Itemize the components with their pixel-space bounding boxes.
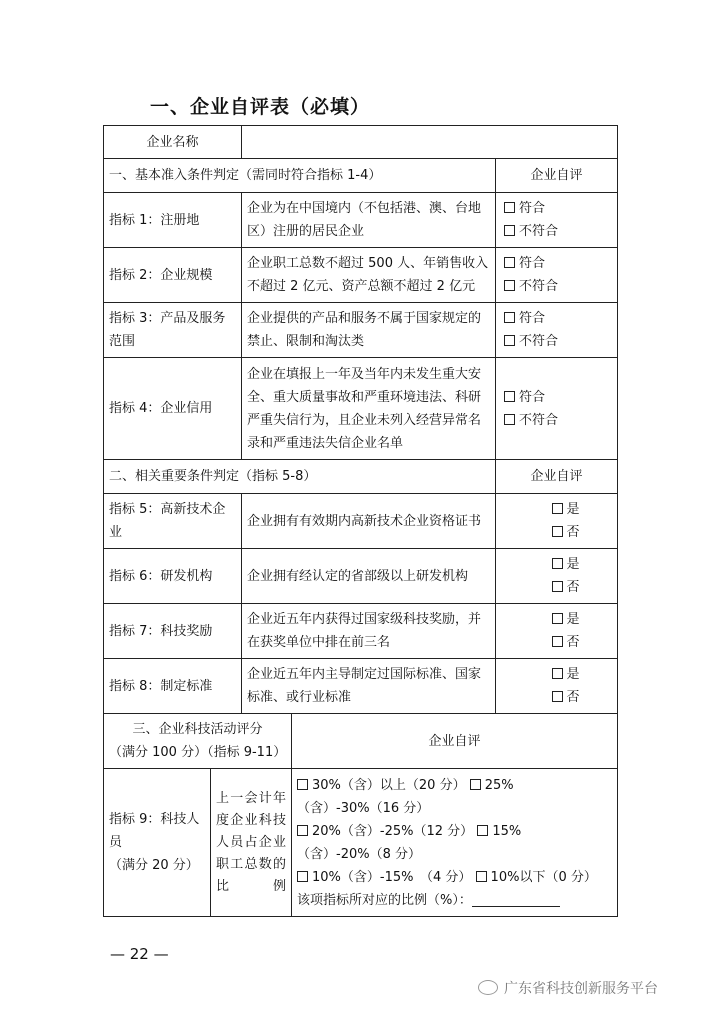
indicator-7-options [496, 604, 618, 659]
indicator-6-name: 指标 6：研发机构 [104, 549, 242, 604]
indicator-4-option-no[interactable]: 不符合 [504, 409, 612, 432]
indicator-8-name: 指标 8：制定标准 [104, 659, 242, 714]
section3-heading-line1: 三、企业科技活动评分 [132, 722, 263, 737]
indicator-1-option-yes[interactable]: 符合 [504, 197, 612, 220]
indicator-4-row [104, 358, 618, 460]
page-number: — 22 — [110, 945, 169, 963]
option-30-plus[interactable]: 30%（含）以上（20 分） [297, 778, 466, 793]
company-name-label: 企业名称 [104, 126, 242, 159]
indicator-8-desc: 企业近五年内主导制定过国际标准、国家标准、或行业标准 [242, 659, 496, 714]
indicator-9-name-line1: 指标 9：科技人员 [109, 812, 200, 850]
indicator-7-row [104, 604, 618, 659]
page-title: 一、企业自评表（必填） [150, 96, 371, 118]
company-name-field[interactable] [242, 126, 618, 159]
indicator-2-name: 指标 2：企业规模 [104, 248, 242, 303]
indicator-8-option-yes[interactable]: 是 [501, 663, 612, 686]
indicator-6-option-yes[interactable]: 是 [501, 553, 612, 576]
indicator-4-desc: 企业在填报上一年及当年内未发生重大安全、重大质量事故和严重环境违法、科研严重失信行为，且企业未列入经营异常名录和严重违法失信企业名单 [242, 358, 496, 460]
ratio-input[interactable] [472, 892, 560, 907]
indicator-1-desc: 企业为在中国境内（不包括港、澳、台地区）注册的居民企业 [242, 193, 496, 248]
indicator-1-option-no[interactable]: 不符合 [504, 220, 612, 243]
checkbox-icon[interactable] [297, 871, 308, 882]
indicator-8-row [104, 659, 618, 714]
section3-heading-line2: （满分 100 分）（指标 9-11） [109, 745, 287, 760]
self-evaluation-table [103, 125, 618, 917]
indicator-3-desc: 企业提供的产品和服务不属于国家规定的禁止、限制和淘汰类 [242, 303, 496, 358]
checkbox-icon[interactable] [504, 312, 515, 323]
indicator-9-criterion: 上一会计年度企业科技人员占企业职工总数的比例 [211, 769, 292, 917]
section1-header-row [104, 159, 618, 193]
indicator-7-name: 指标 7：科技奖励 [104, 604, 242, 659]
checkbox-icon[interactable] [552, 636, 563, 647]
checkbox-icon[interactable] [552, 691, 563, 702]
checkbox-icon[interactable] [552, 668, 563, 679]
company-name-row [104, 126, 618, 159]
indicator-7-option-no[interactable]: 否 [501, 631, 612, 654]
checkbox-icon[interactable] [552, 581, 563, 592]
checkbox-icon[interactable] [504, 202, 515, 213]
section2-eval-header: 企业自评 [496, 460, 618, 494]
indicator-5-option-yes[interactable]: 是 [501, 498, 612, 521]
section3-header-row [104, 714, 618, 769]
section2-heading: 二、相关重要条件判定（指标 5-8） [104, 460, 496, 494]
indicator-1-name: 指标 1：注册地 [104, 193, 242, 248]
indicator-5-option-no[interactable]: 否 [501, 521, 612, 544]
indicator-9-name-line2: （满分 20 分） [109, 858, 199, 873]
indicator-5-desc: 企业拥有有效期内高新技术企业资格证书 [242, 494, 496, 549]
indicator-5-name: 指标 5：高新技术企业 [104, 494, 242, 549]
checkbox-icon[interactable] [297, 825, 308, 836]
section1-heading: 一、基本准入条件判定（需同时符合指标 1-4） [104, 159, 496, 193]
indicator-8-options [496, 659, 618, 714]
checkbox-icon[interactable] [476, 871, 487, 882]
indicator-7-desc: 企业近五年内获得过国家级科技奖励，并在获奖单位中排在前三名 [242, 604, 496, 659]
checkbox-icon[interactable] [552, 526, 563, 537]
indicator-8-option-no[interactable]: 否 [501, 686, 612, 709]
checkbox-icon[interactable] [297, 779, 308, 790]
indicator-1-row [104, 193, 618, 248]
indicator-4-name: 指标 4：企业信用 [104, 358, 242, 460]
checkbox-icon[interactable] [504, 257, 515, 268]
checkbox-icon[interactable] [552, 558, 563, 569]
indicator-3-option-yes[interactable]: 符合 [504, 307, 612, 330]
indicator-6-desc: 企业拥有经认定的省部级以上研发机构 [242, 549, 496, 604]
watermark-text: 广东省科技创新服务平台 [504, 981, 658, 997]
indicator-2-desc: 企业职工总数不超过 500 人、年销售收入不超过 2 亿元、资产总额不超过 2 亿元 [242, 248, 496, 303]
indicator-6-row [104, 549, 618, 604]
indicator-1-options [496, 193, 618, 248]
indicator-3-row [104, 303, 618, 358]
checkbox-icon[interactable] [477, 825, 488, 836]
option-25-30[interactable]: 25%（含）-30%（16 分） [297, 777, 514, 816]
indicator-5-row [104, 494, 618, 549]
indicator-7-option-yes[interactable]: 是 [501, 608, 612, 631]
section2-header-row [104, 460, 618, 494]
option-10-15[interactable]: 10%（含）-15% （4 分） [297, 870, 471, 885]
section3-eval-header: 企业自评 [292, 714, 618, 769]
indicator-9-row [104, 769, 618, 917]
indicator-3-option-no[interactable]: 不符合 [504, 330, 612, 353]
checkbox-icon[interactable] [504, 414, 515, 425]
indicator-4-options [496, 358, 618, 460]
indicator-2-option-no[interactable]: 不符合 [504, 275, 612, 298]
option-20-25[interactable]: 20%（含）-25%（12 分） [297, 824, 473, 839]
checkbox-icon[interactable] [504, 280, 515, 291]
option-15-20[interactable]: 15%（含）-20%（8 分） [297, 823, 522, 862]
wechat-icon [478, 980, 498, 995]
indicator-6-options [496, 549, 618, 604]
section1-eval-header: 企业自评 [496, 159, 618, 193]
indicator-4-option-yes[interactable]: 符合 [504, 386, 612, 409]
indicator-3-name: 指标 3：产品及服务范围 [104, 303, 242, 358]
checkbox-icon[interactable] [504, 335, 515, 346]
checkbox-icon[interactable] [470, 779, 481, 790]
indicator-2-options [496, 248, 618, 303]
checkbox-icon[interactable] [504, 391, 515, 402]
ratio-label: 该项指标所对应的比例（%）： [297, 892, 472, 908]
indicator-5-options [496, 494, 618, 549]
indicator-9-name [104, 769, 211, 917]
checkbox-icon[interactable] [552, 613, 563, 624]
section3-heading [104, 714, 292, 769]
watermark [478, 978, 658, 998]
option-below-10[interactable]: 10%以下（0 分） [476, 870, 597, 885]
indicator-2-option-yes[interactable]: 符合 [504, 252, 612, 275]
indicator-3-options [496, 303, 618, 358]
checkbox-icon[interactable] [504, 225, 515, 236]
indicator-2-row [104, 248, 618, 303]
checkbox-icon[interactable] [552, 503, 563, 514]
indicator-9-options [292, 769, 618, 917]
indicator-6-option-no[interactable]: 否 [501, 576, 612, 599]
